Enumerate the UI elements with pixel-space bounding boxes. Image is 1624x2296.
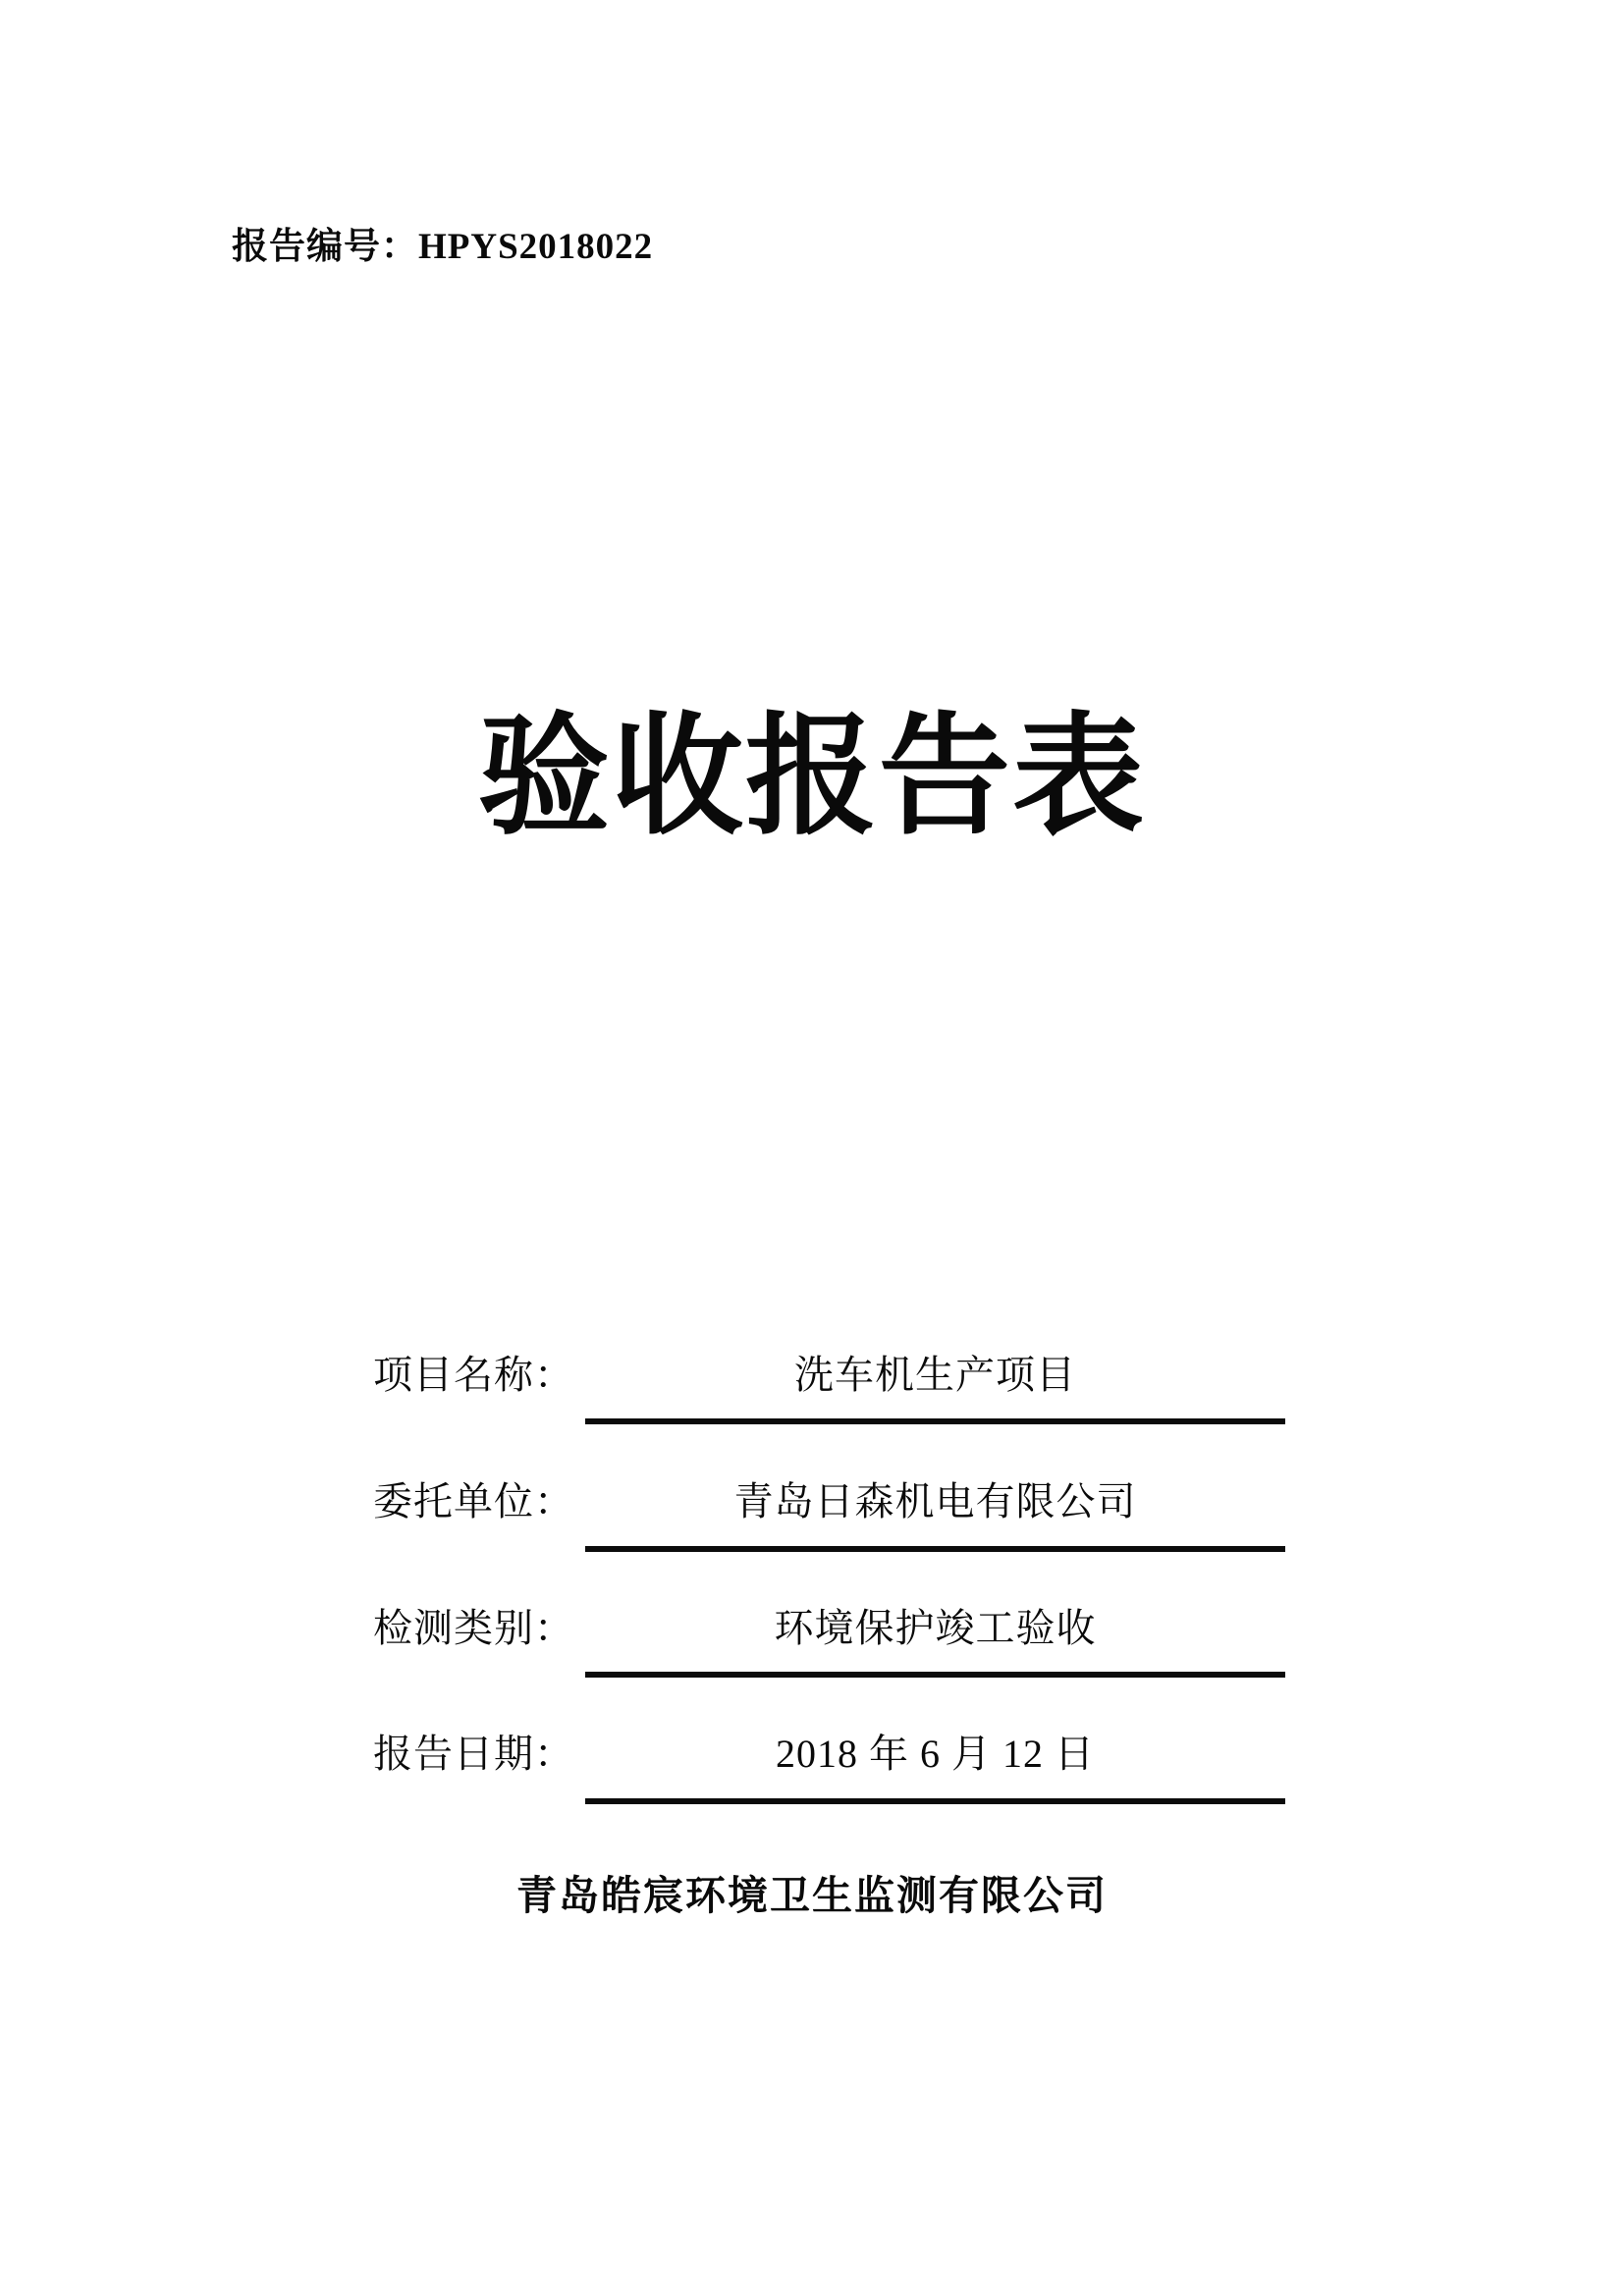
form-row-report-date xyxy=(373,1717,1288,1804)
report-date-underline xyxy=(585,1717,1285,1804)
report-number xyxy=(232,216,653,269)
project-name-value: 洗车机生产项目 xyxy=(794,1353,1076,1397)
form-row-project-name xyxy=(373,1338,1288,1424)
test-category-value: 环境保护竣工验收 xyxy=(774,1606,1097,1650)
report-number-label: 报告编号： xyxy=(232,227,418,267)
test-category-label: 检测类别： xyxy=(373,1606,574,1650)
client-value: 青岛日森机电有限公司 xyxy=(733,1479,1137,1523)
report-date-label: 报告日期： xyxy=(373,1732,574,1776)
report-date-value: 2018 年 6 月 12 日 xyxy=(776,1732,1095,1776)
report-number-value: HPYS2018022 xyxy=(418,227,654,267)
test-category-underline xyxy=(585,1591,1285,1678)
form-row-test-category xyxy=(373,1591,1288,1678)
page-title: 验收报告表 xyxy=(477,705,1146,850)
client-label: 委托单位： xyxy=(373,1479,574,1523)
project-name-label: 项目名称： xyxy=(373,1353,574,1397)
project-name-underline xyxy=(585,1338,1285,1424)
form-row-client xyxy=(373,1465,1288,1552)
client-underline xyxy=(585,1465,1285,1552)
issuing-company: 青岛皓宸环境卫生监测有限公司 xyxy=(516,1873,1108,1918)
